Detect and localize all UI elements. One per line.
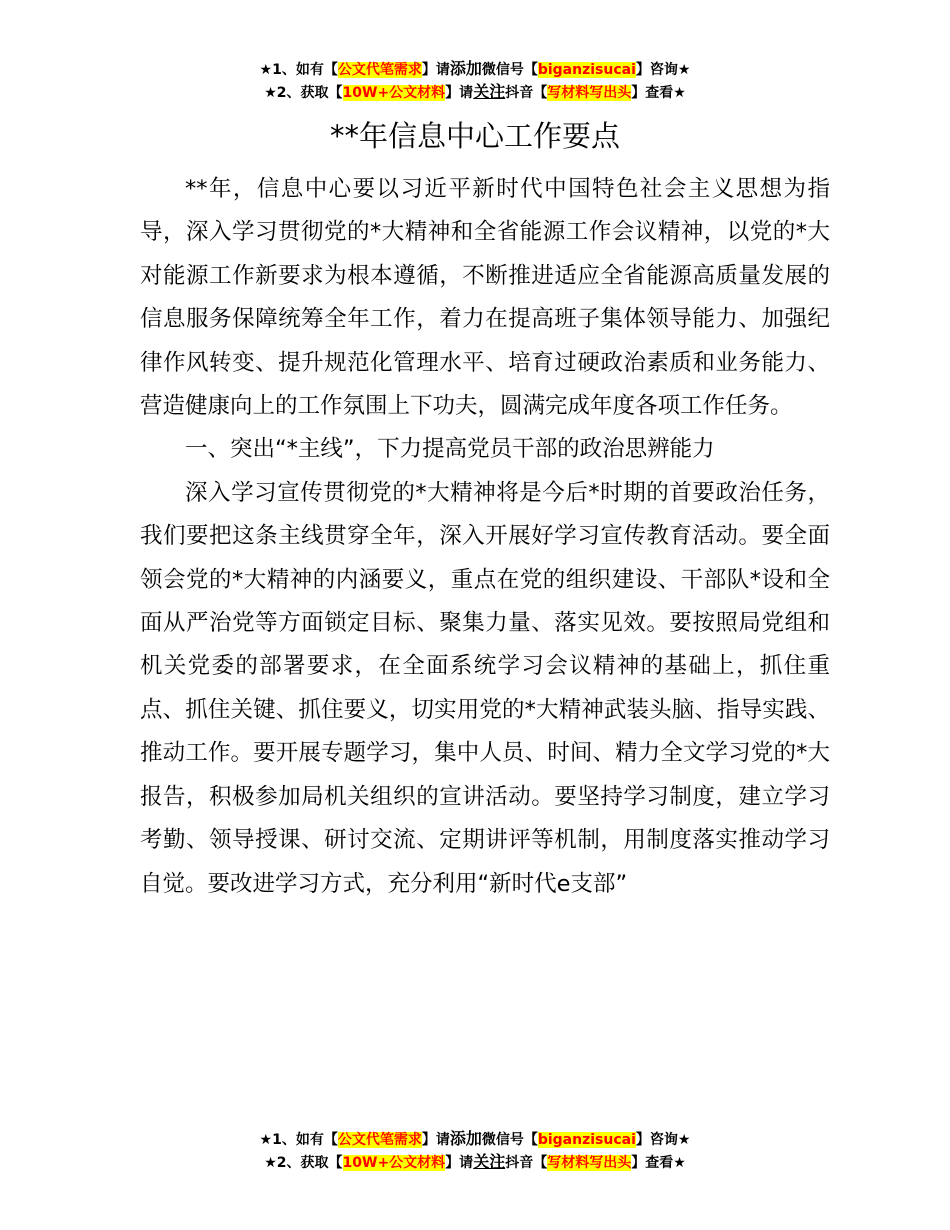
paragraph-intro: **年，信息中心要以习近平新时代中国特色社会主义思想为指导，深入学习贯彻党的*大精神和全省能源工作会议精神，以党的*大对能源工作新要求为根本遵循，不断推进适应全省能源高质量发展的信息服务保障统筹全年工作，着力在提高班子集体领导能力、加强纪律作风转变、提升规范化管理水平、培育过硬政治素质和业务能力、营造健康向上的工作氛围上下功夫，圆满完成年度各项工作任务。 (140, 176, 830, 420)
promo-text: 】咨询★ (635, 1132, 691, 1148)
highlight-materials: 10W+公文材料 (342, 85, 446, 101)
promo-emphasis: 关注 (473, 1152, 506, 1171)
promo-text: 】请 (445, 85, 474, 101)
promo-text: ★2、获取【 (264, 85, 343, 101)
highlight-materials: 10W+公文材料 (342, 1155, 446, 1171)
promo-text: ★1、如有【 (259, 62, 338, 78)
document-title: **年信息中心工作要点 (329, 119, 620, 153)
section-heading-1: 一、突出“*主线”，下力提高党员干部的政治思辨能力 (185, 436, 715, 463)
promo-text: 】咨询★ (635, 62, 691, 78)
promo-text: ★1、如有【 (259, 1132, 338, 1148)
highlight-ghostwriting: 公文代笔需求 (337, 62, 422, 78)
promo-text: ★2、获取【 (264, 1155, 343, 1171)
promo-line-1 (0, 1128, 950, 1151)
promo-emphasis: 关注 (473, 82, 506, 101)
promo-text: 微信号【 (481, 1132, 538, 1148)
promo-text: 】请 (445, 1155, 474, 1171)
highlight-ghostwriting: 公文代笔需求 (337, 1132, 422, 1148)
promo-text: 抖音【 (505, 1155, 548, 1171)
promo-line-1 (0, 58, 950, 81)
promo-emphasis: 添加 (449, 1129, 482, 1148)
promo-text: 抖音【 (505, 85, 548, 101)
promo-text: 】查看★ (631, 1155, 686, 1171)
promo-line-2 (0, 81, 950, 104)
highlight-douyin-account: 写材料写出头 (547, 1155, 632, 1171)
promo-emphasis: 添加 (449, 59, 482, 78)
highlight-wechat-id: biganzisucai (537, 1132, 636, 1148)
promo-text: 】请 (421, 1132, 450, 1148)
document-body (140, 168, 830, 906)
promo-line-2 (0, 1151, 950, 1174)
highlight-douyin-account: 写材料写出头 (547, 85, 632, 101)
promo-text: 】查看★ (631, 85, 686, 101)
header-promo-banner (0, 58, 950, 104)
paragraph-section-1: 深入学习宣传贯彻党的*大精神将是今后*时期的首要政治任务，我们要把这条主线贯穿全年，深入开展好学习宣传教育活动。要全面领会党的*大精神的内涵要义，重点在党的组织建设、干部队*设和全面从严治党等方面锁定目标、聚集力量、落实见效。要按照局党组和机关党委的部署要求，在全面系统学习会议精神的基础上，抓住重点、抓住关键、抓住要义，切实用党的*大精神武装头脑、指导实践、推动工作。要开展专题学习，集中人员、时间、精力全文学习党的*大报告，积极参加局机关组织的宣讲活动。要坚持学习制度，建立学习考勤、领导授课、研讨交流、定期讲评等机制，用制度落实推动学习自觉。要改进学习方式，充分利用“新时代e支部” (140, 479, 830, 897)
footer-promo-banner (0, 1128, 950, 1174)
promo-text: 微信号【 (481, 62, 538, 78)
promo-text: 】请 (421, 62, 450, 78)
highlight-wechat-id: biganzisucai (537, 62, 636, 78)
